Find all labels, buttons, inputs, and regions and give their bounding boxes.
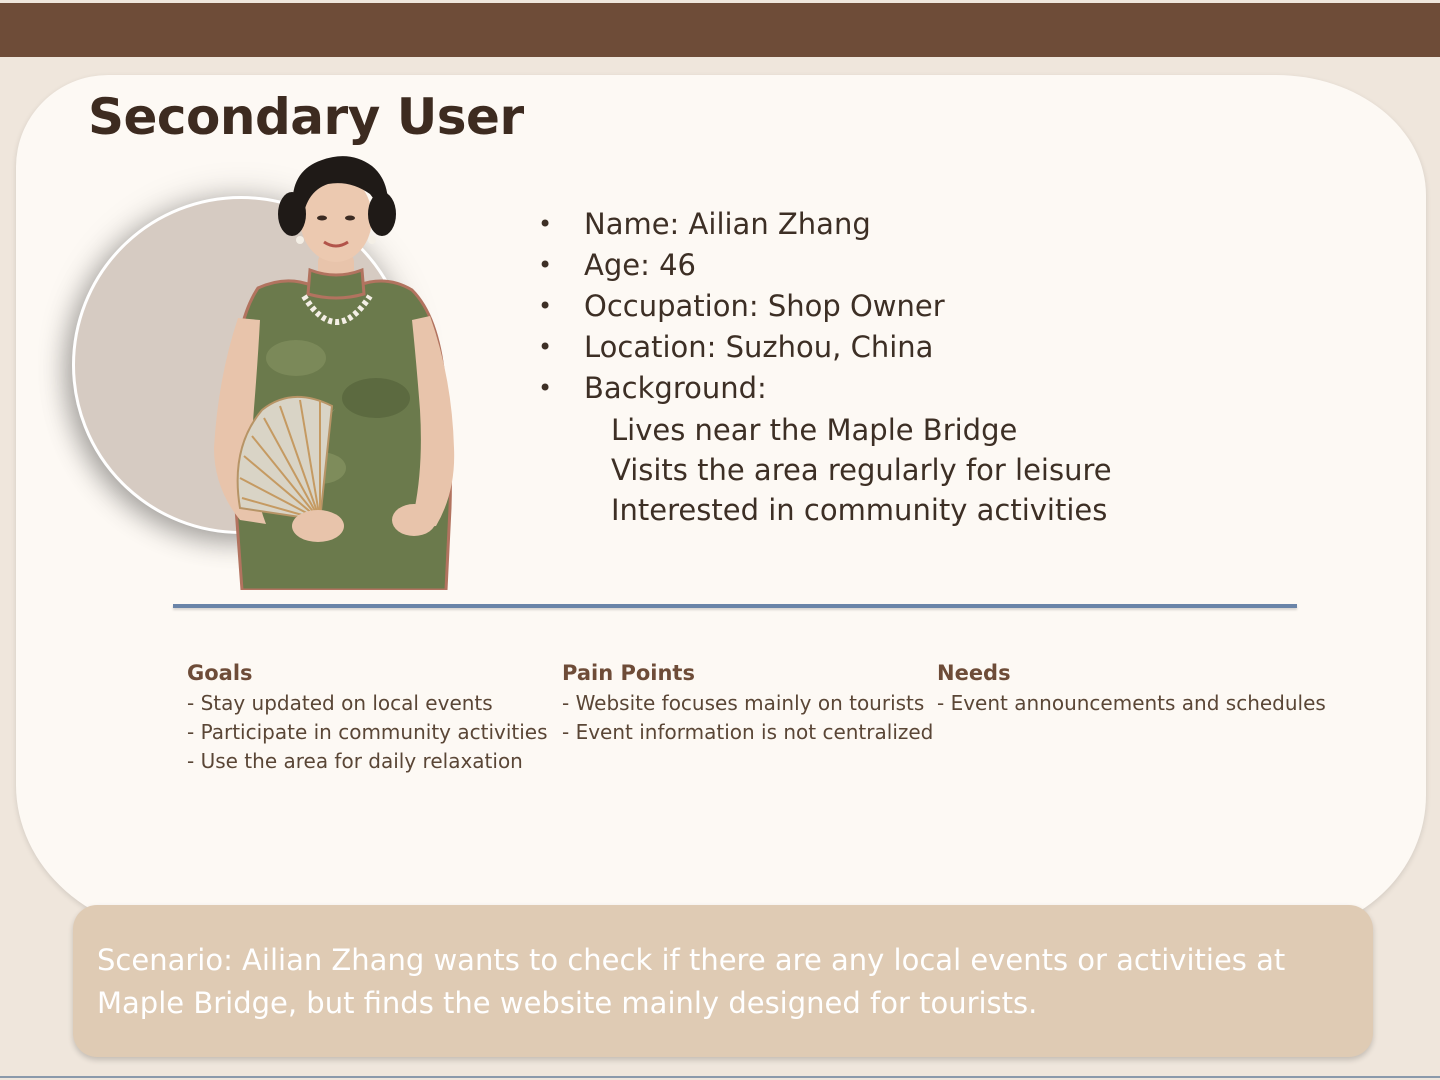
goal-item: - Use the area for daily relaxation [187, 749, 523, 773]
persona-portrait [200, 148, 470, 590]
goal-item: - Stay updated on local events [187, 691, 493, 715]
section-divider [173, 604, 1297, 608]
top-banner [0, 3, 1440, 57]
needs-heading: Needs [937, 661, 1011, 685]
bullet-icon: • [538, 251, 553, 279]
profile-occupation: • Occupation: Shop Owner [536, 286, 945, 327]
bullet-icon: • [538, 374, 553, 402]
bottom-border [0, 1076, 1440, 1078]
goals-column [187, 660, 548, 776]
background-line: Visits the area regularly for leisure [611, 453, 1112, 487]
need-item: - Event announcements and schedules [937, 691, 1326, 715]
profile-location: • Location: Suzhou, China [536, 327, 945, 368]
bullet-icon: • [538, 210, 553, 238]
scenario-text: Scenario: Ailian Zhang wants to check if there are any local events or activities at Maple Bridge, but finds the website mainly designed for tourists. [97, 943, 1286, 1020]
pain-point-item: - Website focuses mainly on tourists [562, 691, 925, 715]
pain-point-item: - Event information is not centralized [562, 720, 934, 744]
needs-column [937, 660, 1326, 718]
goal-item: - Participate in community activities [187, 720, 548, 744]
goals-heading: Goals [187, 661, 253, 685]
page-title: Secondary User [88, 88, 524, 146]
profile-details-list [536, 204, 945, 409]
background-line: Lives near the Maple Bridge [611, 413, 1018, 447]
pain-points-column [562, 660, 933, 747]
pain-points-heading: Pain Points [562, 661, 695, 685]
bullet-icon: • [538, 333, 553, 361]
scenario-box [73, 905, 1373, 1057]
profile-background-label: • Background: [536, 368, 945, 409]
background-line: Interested in community activities [611, 493, 1108, 527]
profile-age: • Age: 46 [536, 245, 945, 286]
bullet-icon: • [538, 292, 553, 320]
profile-name: • Name: Ailian Zhang [536, 204, 945, 245]
background-details [611, 410, 1112, 530]
